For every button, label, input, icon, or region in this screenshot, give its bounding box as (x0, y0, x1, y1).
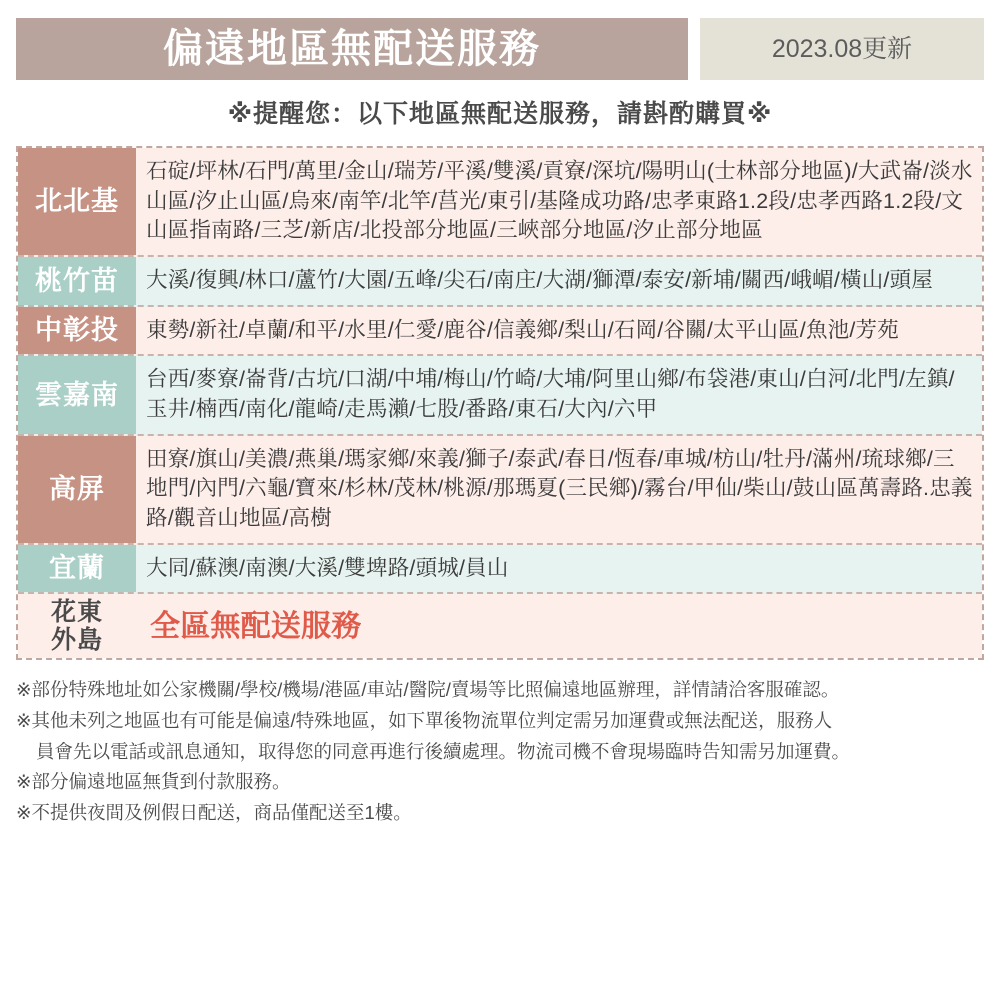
page-title: 偏遠地區無配送服務 (16, 18, 688, 80)
footnotes (16, 676, 984, 827)
footnote-item: ※部份特殊地址如公家機關/學校/機場/港區/車站/醫院/賣場等比照偏遠地區辦理，詳情請洽客服確認。 (16, 679, 840, 701)
region-label-line1: 花東 (50, 598, 103, 627)
table-row (18, 594, 982, 658)
region-label: 高屏 (18, 436, 136, 543)
notice-line: ※提醒您：以下地區無配送服務，請斟酌購買※ (227, 100, 773, 128)
region-label: 北北基 (18, 148, 136, 255)
region-label (18, 594, 136, 658)
table-row (18, 307, 982, 357)
table-row (18, 257, 982, 307)
region-label: 宜蘭 (18, 545, 136, 593)
region-content: 東勢/新社/卓蘭/和平/水里/仁愛/鹿谷/信義鄉/梨山/石岡/谷關/太平山區/魚池/芳苑 (146, 317, 899, 342)
region-content: 大同/蘇澳/南澳/大溪/雙埤路/頭城/員山 (146, 555, 509, 580)
region-label: 桃竹苗 (18, 257, 136, 305)
region-label: 雲嘉南 (18, 356, 136, 433)
table-row (18, 436, 982, 545)
region-label-line2: 外島 (50, 626, 103, 655)
region-content: 大溪/復興/林口/蘆竹/大園/五峰/尖石/南庄/大湖/獅潭/泰安/新埔/關西/峨嵋/橫山/頭屋 (146, 267, 934, 292)
page-header (16, 18, 984, 80)
region-content: 台西/麥寮/崙背/古坑/口湖/中埔/梅山/竹崎/大埔/阿里山鄉/布袋港/東山/白河/北門/左鎮/玉井/楠西/南化/龍崎/走馬瀨/七股/番路/東石/大內/六甲 (146, 367, 955, 421)
footnote-item: ※部分偏遠地區無貨到付款服務。 (16, 771, 291, 793)
region-content-highlight: 全區無配送服務 (150, 609, 362, 643)
region-label: 中彰投 (18, 307, 136, 355)
table-row (18, 356, 982, 435)
region-table (16, 146, 984, 660)
region-content: 石碇/坪林/石門/萬里/金山/瑞芳/平溪/雙溪/貢寮/深坑/陽明山(士林部分地區)/大武崙/淡水山區/汐止山區/烏來/南竿/北竿/莒光/東引/基隆成功路/忠孝東路1.2段/忠孝西路1.2段/文山區指南路/三芝/新店/北投部分地區/三峽部分地區/汐止部分地區 (146, 159, 973, 243)
region-content: 田寮/旗山/美濃/燕巢/瑪家鄉/來義/獅子/泰武/春日/恆春/車城/枋山/牡丹/滿州/琉球鄉/三地門/內門/六龜/寶來/杉林/茂林/桃源/那瑪夏(三民鄉)/霧台/甲仙/柴山/鼓山區萬壽路.忠義路/觀音山地區/高樹 (146, 446, 973, 530)
footnote-item: ※其他未列之地區也有可能是偏遠/特殊地區，如下單後物流單位判定需另加運費或無法配送，服務人 (16, 709, 833, 731)
update-date-badge: 2023.08更新 (700, 18, 984, 80)
table-row (18, 148, 982, 257)
footnote-item: ※不提供夜間及例假日配送，商品僅配送至1樓。 (16, 801, 412, 823)
table-row (18, 545, 982, 595)
footnote-item: 員會先以電話或訊息通知，取得您的同意再進行後續處理。物流司機不會現場臨時告知需另加運費。 (36, 740, 851, 762)
